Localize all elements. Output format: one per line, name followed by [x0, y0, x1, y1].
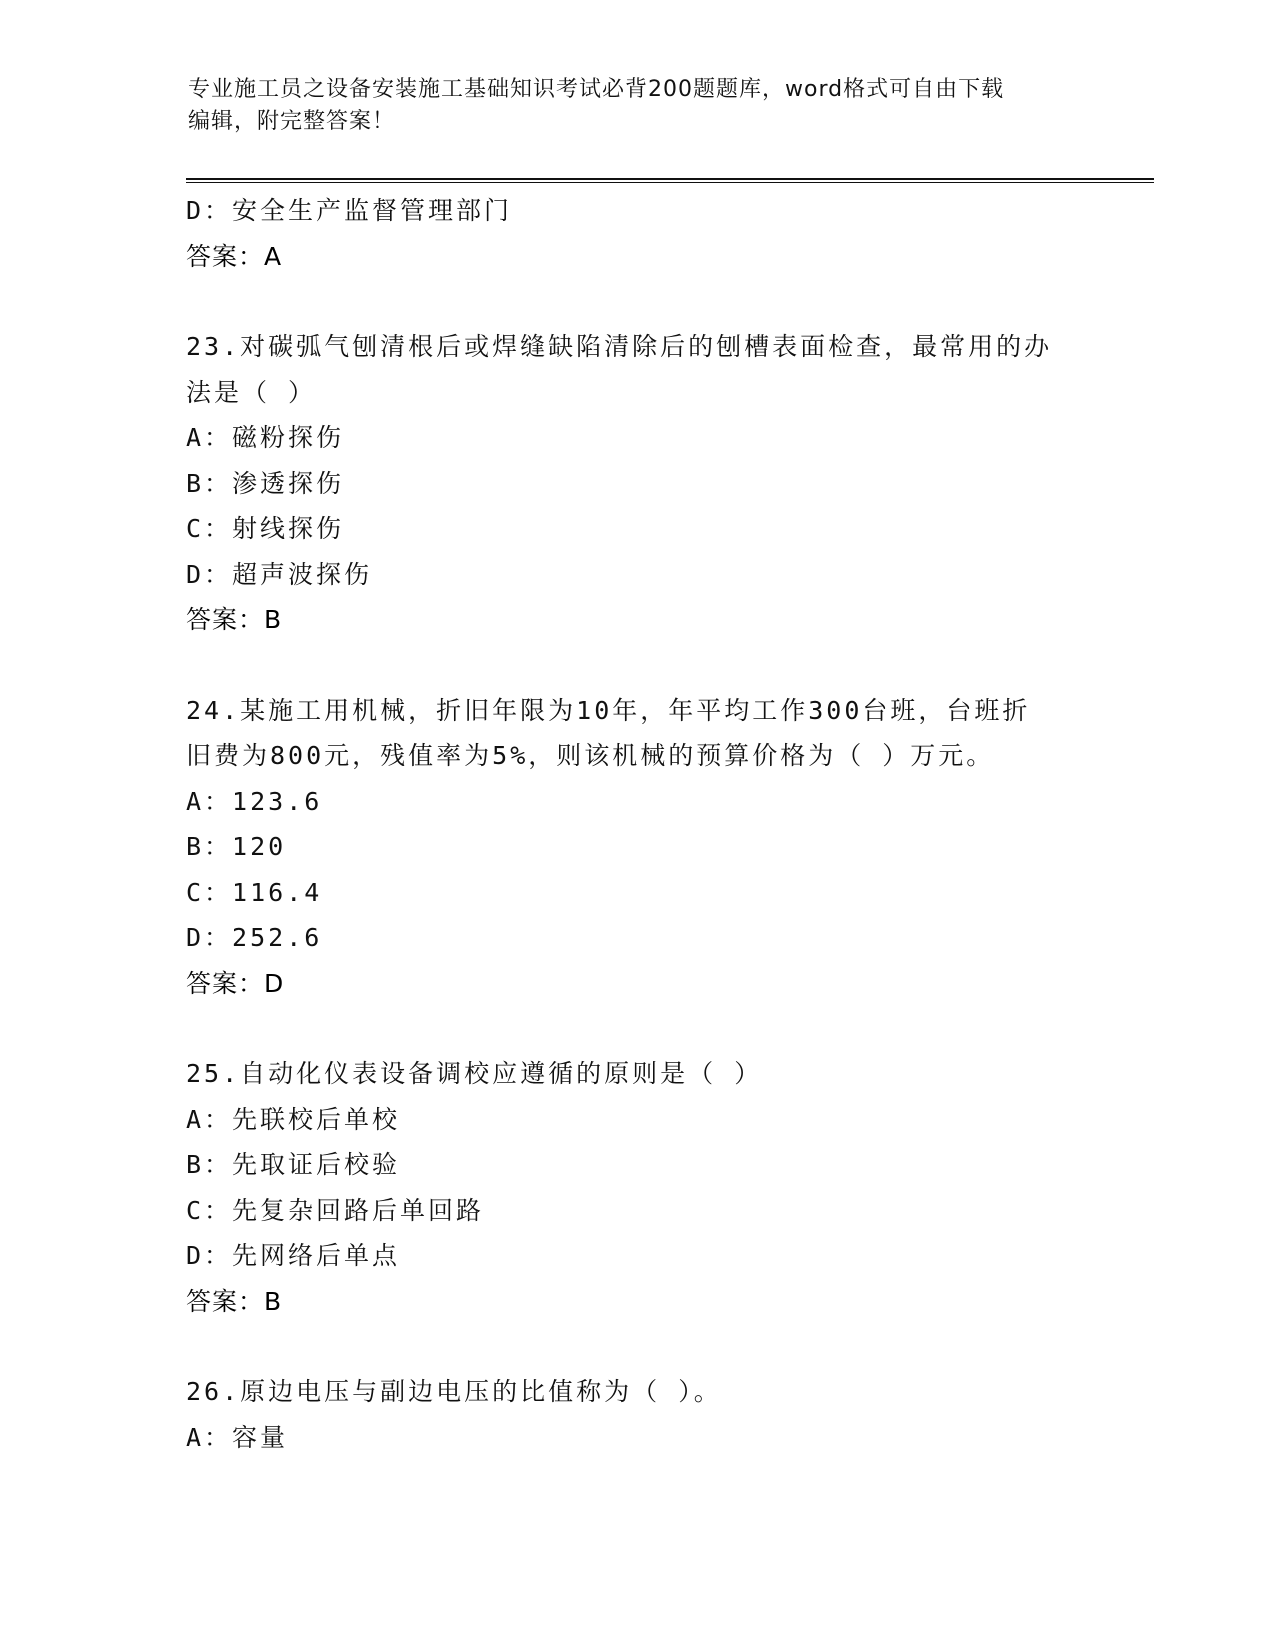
- answer-line: 答案：B: [186, 1286, 283, 1316]
- option-c: C：116.4: [186, 877, 323, 907]
- option-d: D：超声波探伤: [186, 559, 373, 589]
- option-a: A：容量: [186, 1422, 289, 1452]
- option-c: C：先复杂回路后单回路: [186, 1195, 485, 1225]
- spacer: [186, 643, 1146, 688]
- question-stem: 24.某施工用机械，折旧年限为10年，年平均工作300台班，台班折: [186, 695, 1031, 725]
- question-stem: 25.自动化仪表设备调校应遵循的原则是（ ）: [186, 1059, 763, 1088]
- option-a: A：先联校后单校: [186, 1104, 401, 1134]
- question-stem-continued: 法是（ ）: [186, 377, 317, 407]
- option-d: D：252.6: [186, 923, 323, 952]
- answer-line: 答案：D: [186, 968, 285, 998]
- question-stem: 26.原边电压与副边电压的比值称为（ ）。: [186, 1377, 722, 1406]
- question-25: [186, 1051, 1146, 1324]
- option-b: B：120: [186, 832, 287, 861]
- question-26: [186, 1369, 1146, 1460]
- header-title-line-1: 专业施工员之设备安装施工基础知识考试必背200题题库，word格式可自由下载: [188, 77, 1005, 102]
- option-a: A：123.6: [186, 786, 323, 816]
- question-24: [186, 688, 1146, 1007]
- option-d: D：先网络后单点: [186, 1241, 401, 1270]
- header-divider: [186, 178, 1154, 183]
- option-d: D：安全生产监督管理部门: [186, 196, 513, 225]
- question-23: [186, 324, 1146, 643]
- document-header: [188, 74, 1088, 138]
- header-title-line-2: 编辑，附完整答案！: [188, 109, 396, 134]
- question-stem: 23.对碳弧气刨清根后或焊缝缺陷清除后的刨槽表面检查，最常用的办: [186, 332, 1053, 361]
- option-b: B：先取证后校验: [186, 1150, 401, 1179]
- question-stem-continued: 旧费为800元，残值率为5%，则该机械的预算价格为（ ）万元。: [186, 741, 995, 770]
- question-list: [186, 188, 1146, 1460]
- answer-line: 答案：A: [186, 241, 283, 271]
- option-c: C：射线探伤: [186, 514, 345, 543]
- spacer: [186, 1006, 1146, 1051]
- option-a: A：磁粉探伤: [186, 423, 345, 452]
- spacer: [186, 279, 1146, 324]
- option-b: B：渗透探伤: [186, 468, 345, 498]
- answer-line: 答案：B: [186, 605, 283, 634]
- spacer: [186, 1324, 1146, 1369]
